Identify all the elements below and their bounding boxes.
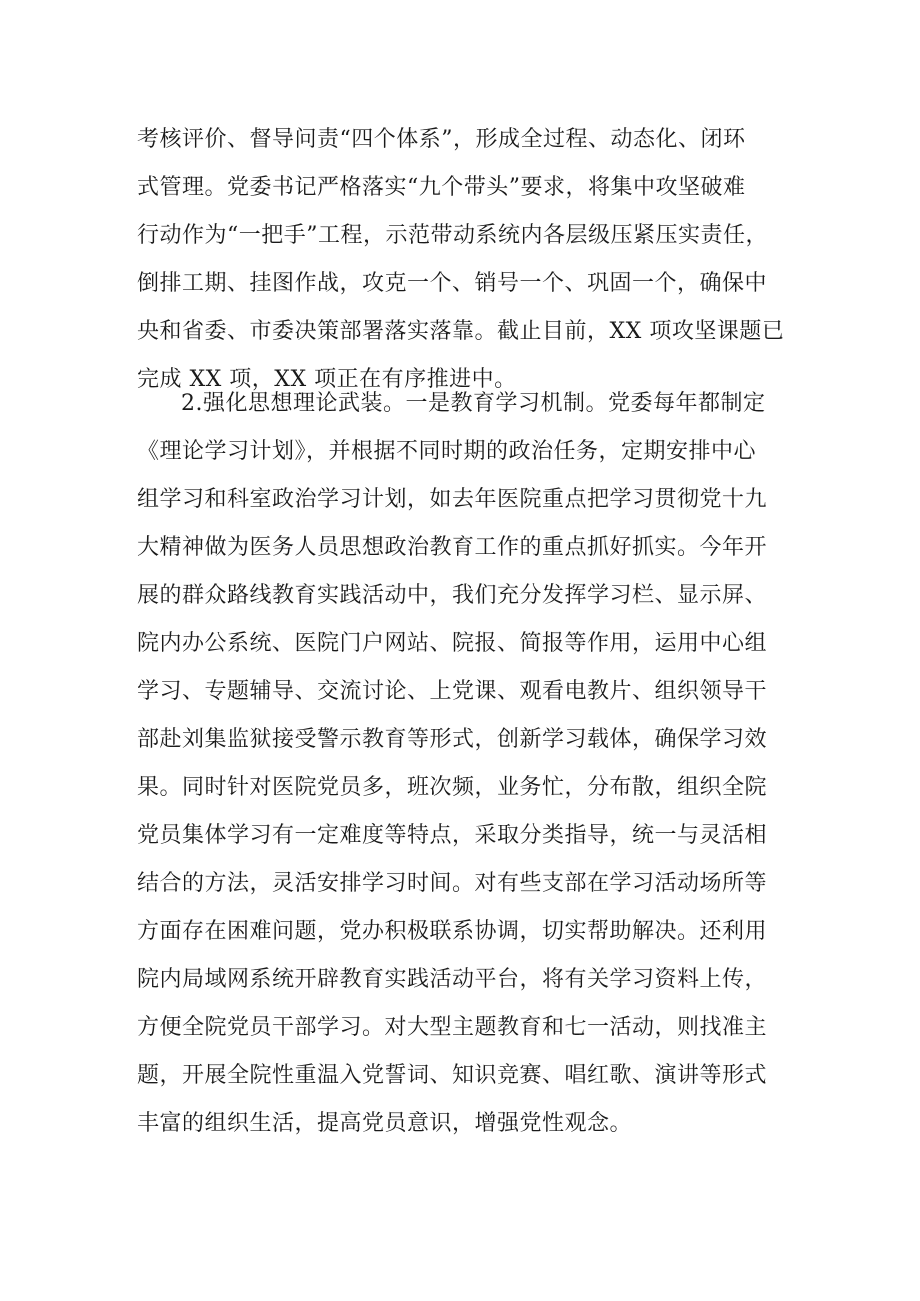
paragraph-thought-theory (137, 380, 797, 1148)
text-line: 方便全院党员干部学习。对大型主题教育和七一活动，则找准主 (137, 1015, 768, 1040)
text-line: 大精神做为医务人员思想政治教育工作的重点抓好抓实。今年开 (137, 535, 768, 560)
paragraph-continuation (137, 116, 797, 404)
text-line: 院内办公系统、医院门户网站、院报、简报等作用，运用中心组 (137, 631, 768, 656)
text-line: 果。同时针对医院党员多，班次频，业务忙，分布散，组织全院 (137, 775, 768, 800)
text-line: 行动作为“一把手”工程，示范带动系统内各层级压紧压实责任， (137, 223, 768, 248)
text-line: 央和省委、市委决策部署落实落靠。截止目前，XX 项攻坚课题已 (137, 319, 785, 344)
text-line: 丰富的组织生活，提高党员意识，增强党性观念。 (137, 1111, 633, 1136)
text-line: 完成 XX 项，XX 项正在有序推进中。 (137, 367, 517, 392)
text-line: 党员集体学习有一定难度等特点，采取分类指导，统一与灵活相 (137, 823, 768, 848)
text-line: 方面存在困难问题，党办积极联系协调，切实帮助解决。还利用 (137, 919, 768, 944)
text-line: 结合的方法，灵活安排学习时间。对有些支部在学习活动场所等 (137, 871, 768, 896)
text-line: 组学习和科室政治学习计划，如去年医院重点把学习贯彻党十九 (137, 487, 768, 512)
text-line: 题，开展全院性重温入党誓词、知识竞赛、唱红歌、演讲等形式 (137, 1063, 768, 1088)
text-line-heading: 2.强化思想理论武装。一是教育学习机制。党委每年都制定 (181, 391, 766, 416)
text-line: 学习、专题辅导、交流讨论、上党课、观看电教片、组织领导干 (137, 679, 768, 704)
text-line: 倒排工期、挂图作战，攻克一个、销号一个、巩固一个，确保中 (137, 271, 768, 296)
text-line: 院内局域网系统开辟教育实践活动平台，将有关学习资料上传， (137, 967, 768, 992)
text-line: 式管理。党委书记严格落实“九个带头”要求，将集中攻坚破难 (137, 175, 746, 200)
text-line: 部赴刘集监狱接受警示教育等形式，创新学习载体，确保学习效 (137, 727, 768, 752)
text-line: 展的群众路线教育实践活动中，我们充分发挥学习栏、显示屏、 (137, 583, 768, 608)
text-line: 《理论学习计划》，并根据不同时期的政治任务，定期安排中心 (137, 439, 757, 464)
text-line: 考核评价、督导问责“四个体系”，形成全过程、动态化、闭环 (137, 127, 746, 152)
